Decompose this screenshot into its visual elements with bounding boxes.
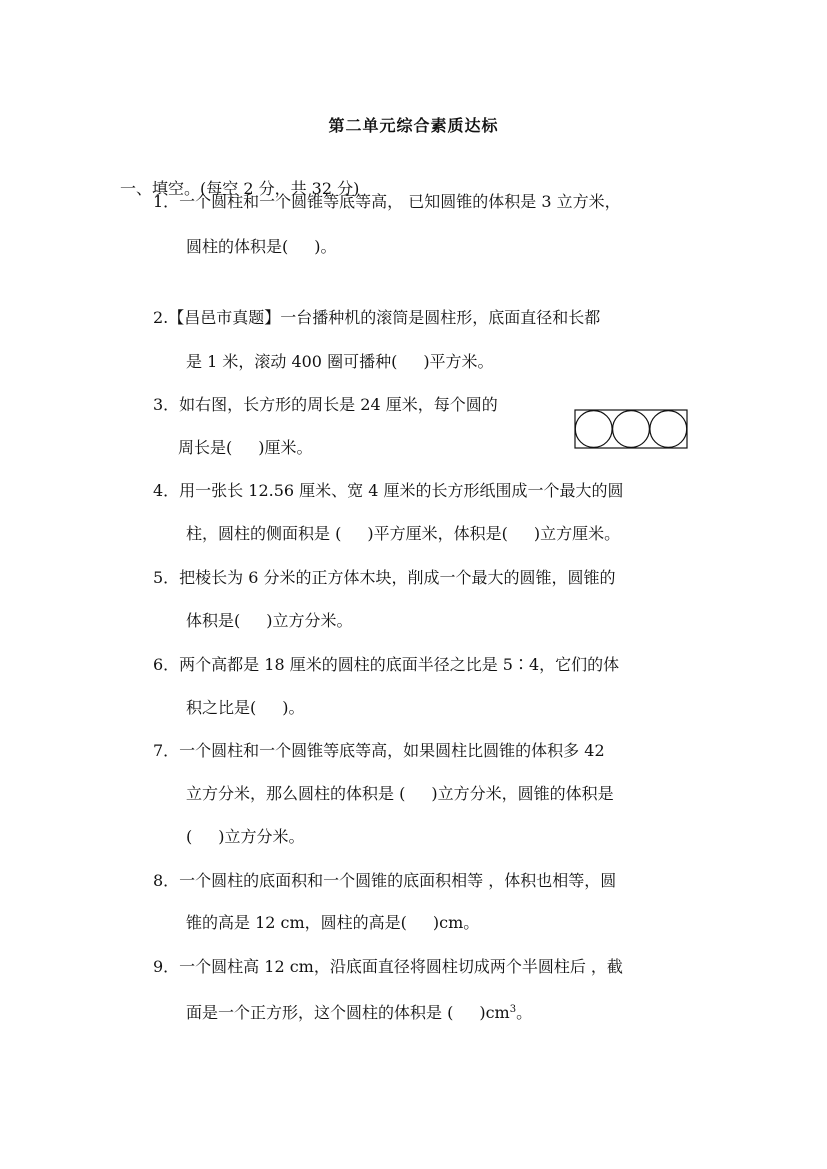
text: (	[186, 827, 193, 846]
rectangle-three-circles-figure	[574, 409, 688, 449]
text: 积之比是(	[186, 698, 257, 717]
question-9-line-1: 9．一个圆柱高 12 cm，沿底面直径将圆柱切成两个半圆柱后 ，截	[153, 957, 623, 976]
question-1-line-1: 1．一个圆柱和一个圆锥等底等高， 已知圆锥的体积是 3 立方米，	[153, 192, 621, 211]
text: 体积是(	[186, 611, 241, 630]
section-heading: 一、填空。(每空 2 分，共 32 分)	[120, 179, 360, 198]
text: )立方分米。	[218, 827, 305, 846]
text: 锥的高是 12 cm，圆柱的高是(	[186, 913, 407, 932]
question-5-line-2	[186, 610, 353, 632]
text: )。	[282, 698, 305, 717]
text: )。	[314, 237, 337, 256]
text: )cm。	[432, 913, 480, 932]
superscript: 3	[509, 1004, 517, 1015]
text: )平方米。	[423, 352, 494, 371]
question-7-line-3	[186, 826, 305, 848]
text: )立方分米，圆锥的体积是	[431, 784, 614, 803]
circle	[650, 411, 687, 448]
circle	[575, 411, 612, 448]
text: )立方厘米。	[533, 524, 621, 543]
question-7-line-1: 7．一个圆柱和一个圆锥等底等高，如果圆柱比圆锥的体积多 42	[153, 741, 605, 760]
question-3-line-1: 3．如右图，长方形的周长是 24 厘米，每个圆的	[153, 395, 498, 414]
text: 周长是(	[178, 438, 233, 457]
question-4-line-1: 4．用一张长 12.56 厘米、宽 4 厘米的长方形纸围成一个最大的圆	[153, 481, 624, 500]
text: 圆柱的体积是(	[186, 237, 289, 256]
text: )平方厘米，体积是(	[367, 524, 508, 543]
question-6-line-1: 6．两个高都是 18 厘米的圆柱的底面半径之比是 5∶4，它们的体	[153, 655, 620, 674]
question-2-line-2	[186, 351, 494, 373]
text: 柱，圆柱的侧面积是 (	[186, 524, 342, 543]
text: 。	[516, 1003, 533, 1022]
text: )立方分米。	[266, 611, 353, 630]
question-8-line-1: 8．一个圆柱的底面积和一个圆锥的底面积相等 ，体积也相等，圆	[153, 871, 617, 890]
page-title: 第二单元综合素质达标	[328, 116, 499, 135]
question-9-line-2	[186, 999, 532, 1024]
question-5-line-1: 5．把棱长为 6 分米的正方体木块，削成一个最大的圆锥，圆锥的	[153, 568, 616, 587]
text: )厘米。	[258, 438, 313, 457]
question-1-line-2	[186, 236, 337, 258]
question-6-line-2	[186, 697, 305, 719]
text: 面是一个正方形，这个圆柱的体积是 (	[186, 1003, 454, 1022]
text: 立方分米，那么圆柱的体积是 (	[186, 784, 406, 803]
rectangle	[575, 410, 687, 448]
circle	[613, 411, 650, 448]
text: )cm	[479, 1003, 510, 1022]
text: 是 1 米，滚动 400 圈可播种(	[186, 352, 398, 371]
question-7-line-2	[186, 783, 614, 805]
question-4-line-2	[186, 523, 620, 545]
question-3-line-2	[178, 437, 313, 459]
question-2-line-1: 2.【昌邑市真题】一台播种机的滚筒是圆柱形，底面直径和长都	[153, 308, 601, 327]
question-8-line-2	[186, 912, 479, 934]
